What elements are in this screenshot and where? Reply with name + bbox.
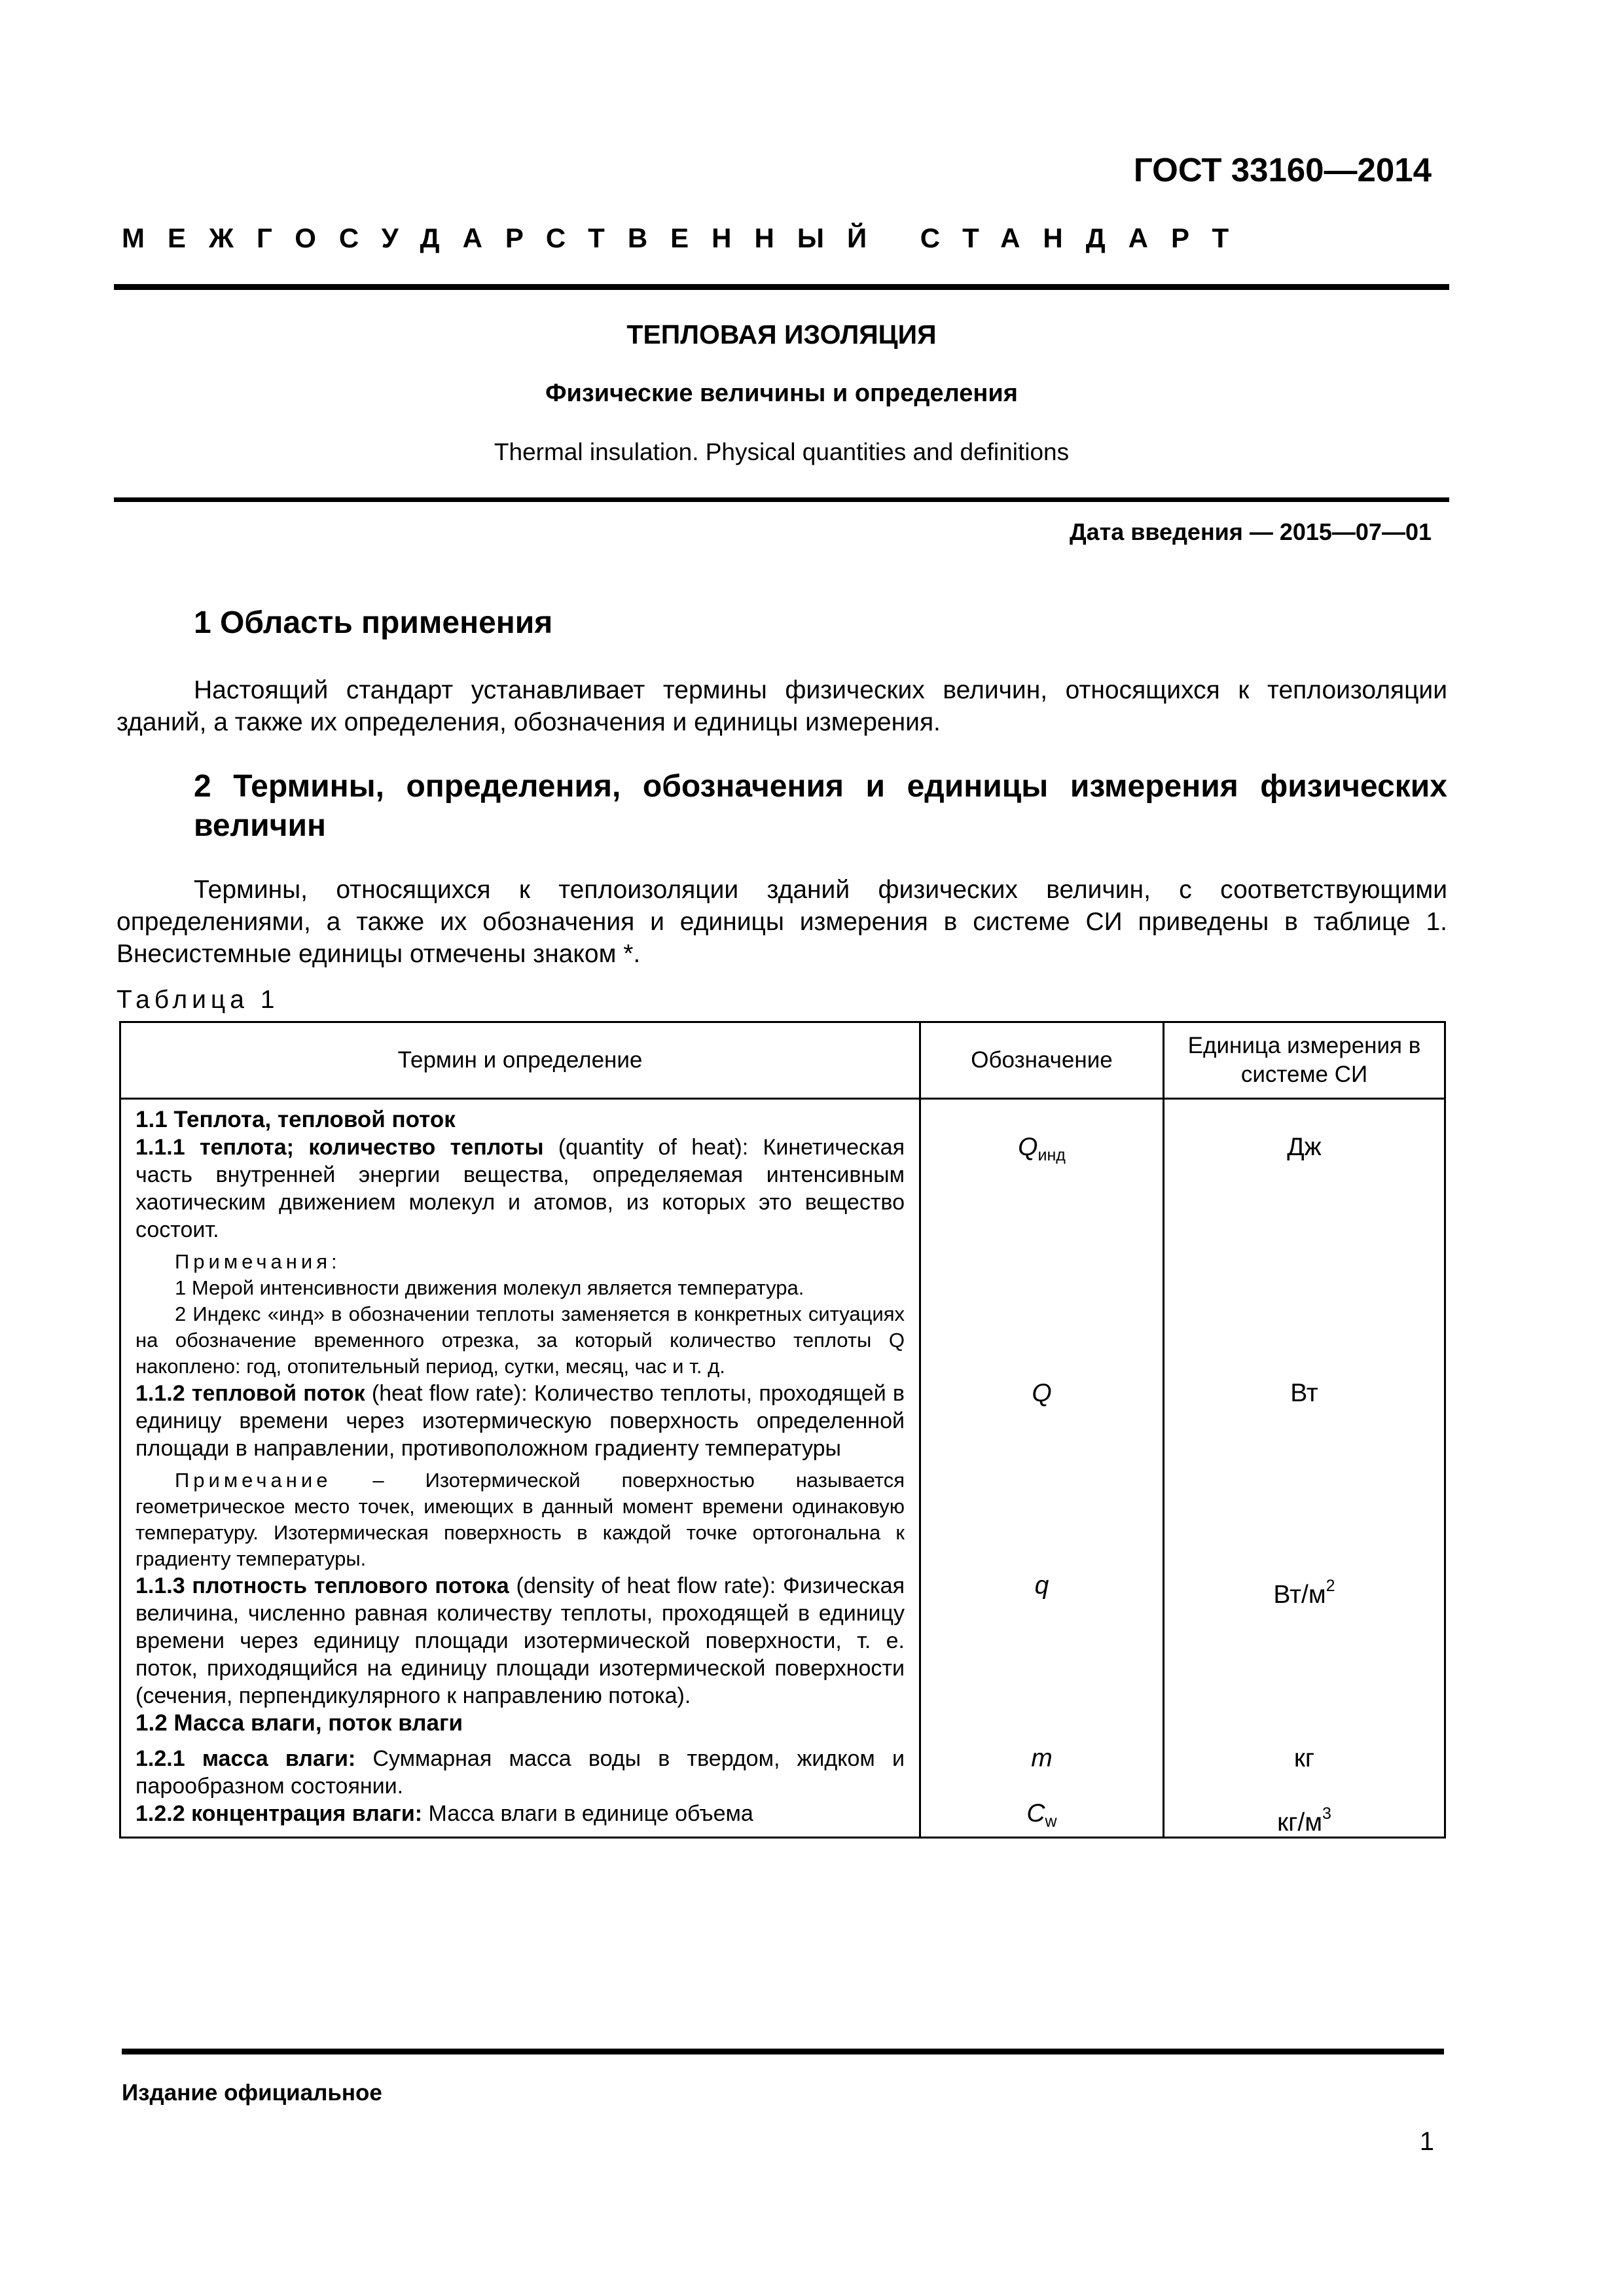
unit-cell xyxy=(1164,1099,1445,1134)
section-2-heading: 2 Термины, определения, обозначения и единицы измерения физических величин xyxy=(194,769,1447,843)
group-heading-cell xyxy=(120,1710,920,1745)
term-name: 1.2.2 концентрация влаги: xyxy=(135,1801,423,1826)
unit-cell xyxy=(1164,1800,1445,1838)
page-number: 1 xyxy=(1419,2127,1434,2156)
group-heading: 1.1 Теплота, тепловой поток xyxy=(135,1107,456,1132)
table-row xyxy=(120,1099,1445,1134)
symbol-subscript: w xyxy=(1045,1812,1057,1831)
term-cell xyxy=(120,1745,920,1800)
title-divider xyxy=(114,497,1449,502)
term-definition xyxy=(135,1134,905,1244)
term-definition xyxy=(135,1745,905,1800)
introduction-date: Дата введения — 2015—07—01 xyxy=(1069,518,1432,545)
symbol: Q xyxy=(1032,1379,1052,1407)
note-item: 2 Индекс «инд» в обозначении теплоты заменяется в конкретных ситуациях на обозначение временного отрезка, за который количество теплоты Q накоплено: год, отопительный период, сутки, месяц, час и т. д. xyxy=(135,1302,905,1378)
symbol-cell xyxy=(920,1572,1164,1710)
table-row xyxy=(120,1710,1445,1745)
unit-cell xyxy=(1164,1134,1445,1380)
term-text: (heat flow rate): Количество теплоты, проходящей в единицу времени через изотермическую поверхность определенной площади в направлении, противоположном градиенту температуры xyxy=(135,1381,905,1461)
term-cell xyxy=(120,1134,920,1380)
term-name: 1.1.3 плотность теплового потока xyxy=(135,1573,509,1598)
table-header-row xyxy=(120,1022,1445,1099)
unit: Дж xyxy=(1287,1133,1322,1161)
note-block xyxy=(135,1249,905,1380)
symbol-cell xyxy=(920,1800,1164,1838)
note-label: Примечания: xyxy=(175,1250,341,1273)
footer-divider xyxy=(122,2049,1444,2054)
column-header-term: Термин и определение xyxy=(120,1022,920,1099)
term-definition xyxy=(135,1800,905,1827)
term-cell xyxy=(120,1572,920,1710)
table-row xyxy=(120,1134,1445,1380)
note-text: – Изотермической поверхностью называется геометрическое место точек, имеющих в данный момент времени одинаковую температуру. Изотермическая поверхность в каждой точке ортогональна к градиенту температуры. xyxy=(135,1469,905,1570)
table-row xyxy=(120,1572,1445,1710)
unit: кг xyxy=(1293,1744,1315,1772)
column-header-symbol: Обозначение xyxy=(920,1022,1164,1099)
symbol-cell xyxy=(920,1745,1164,1800)
symbol: q xyxy=(1034,1571,1049,1600)
section-2-text: Термины, относящихся к теплоизоляции зданий физических величин, с соответствующими определениями, а также их обозначения и единицы измерения в системе СИ приведены в таблице 1. Внесистемные единицы отмечены знаком *. xyxy=(117,876,1447,968)
note-label: Примечание xyxy=(175,1469,332,1492)
symbol-cell xyxy=(920,1099,1164,1134)
terms-table xyxy=(119,1021,1446,1839)
term-name: 1.1.1 теплота; количество теплоты xyxy=(135,1135,544,1160)
symbol: m xyxy=(1031,1744,1053,1772)
symbol-cell xyxy=(920,1710,1164,1745)
unit-superscript: 2 xyxy=(1326,1577,1335,1595)
unit-cell xyxy=(1164,1572,1445,1710)
document-title: ТЕПЛОВАЯ ИЗОЛЯЦИЯ xyxy=(626,319,937,350)
table-row xyxy=(120,1800,1445,1838)
table-label: Таблица 1 xyxy=(117,986,280,1014)
term-text: (density of heat flow rate): Физическая величина, численно равная количеству теплоты, проходящей в единицу времени через единицу площади изотермической поверхности, т. е. поток, приходящийся на единицу площади изотермической поверхности (сечения, перпендикулярного к направлению потока). xyxy=(135,1573,905,1708)
group-heading-cell xyxy=(120,1099,920,1134)
interstate-standard-label: МЕЖГОСУДАРСТВЕННЫЙ СТАНДАРТ xyxy=(122,223,1252,253)
term-text: (quantity of heat): Кинетическая часть внутренней энергии вещества, определяемая интенсивным хаотическим движением молекул и атомов, из которых это вещество состоит. xyxy=(135,1135,905,1242)
symbol-subscript: инд xyxy=(1038,1146,1066,1164)
table-row xyxy=(120,1380,1445,1572)
symbol: Q xyxy=(1018,1133,1038,1161)
unit-cell xyxy=(1164,1710,1445,1745)
term-text: Масса влаги в единице объема xyxy=(422,1801,753,1826)
term-name: 1.2.1 масса влаги: xyxy=(135,1746,356,1771)
group-heading: 1.2 Масса влаги, поток влаги xyxy=(135,1710,463,1736)
edition-label: Издание официальное xyxy=(122,2080,382,2106)
unit-cell xyxy=(1164,1745,1445,1800)
term-definition xyxy=(135,1572,905,1710)
term-cell xyxy=(120,1800,920,1838)
unit: Вт/м xyxy=(1273,1581,1326,1609)
term-cell xyxy=(120,1380,920,1572)
term-name: 1.1.2 тепловой поток xyxy=(135,1381,365,1406)
table-row xyxy=(120,1745,1445,1800)
document-subtitle: Физические величины и определения xyxy=(545,380,1018,407)
term-text: Суммарная масса воды в твердом, жидком и парообразном состоянии. xyxy=(135,1746,905,1799)
document-number: ГОСТ 33160—2014 xyxy=(1133,151,1432,188)
column-header-unit: Единица измерения в системе СИ xyxy=(1164,1022,1445,1099)
unit-superscript: 3 xyxy=(1322,1804,1331,1823)
unit: Вт xyxy=(1290,1379,1318,1407)
note-block xyxy=(135,1467,905,1572)
note-item: 1 Мерой интенсивности движения молекул является температура. xyxy=(175,1276,804,1299)
term-definition xyxy=(135,1380,905,1462)
symbol-cell xyxy=(920,1134,1164,1380)
unit-cell xyxy=(1164,1380,1445,1572)
symbol: C xyxy=(1026,1799,1045,1827)
english-title: Thermal insulation. Physical quantities and definitions xyxy=(494,439,1070,465)
header-divider xyxy=(114,284,1449,290)
section-1-text: Настоящий стандарт устанавливает термины физических величин, относящихся к теплоизоляции зданий, а также их определения, обозначения и единицы измерения. xyxy=(117,676,1447,736)
unit: кг/м xyxy=(1277,1808,1323,1837)
symbol-cell xyxy=(920,1380,1164,1572)
section-1-heading: 1 Область применения xyxy=(194,605,553,640)
